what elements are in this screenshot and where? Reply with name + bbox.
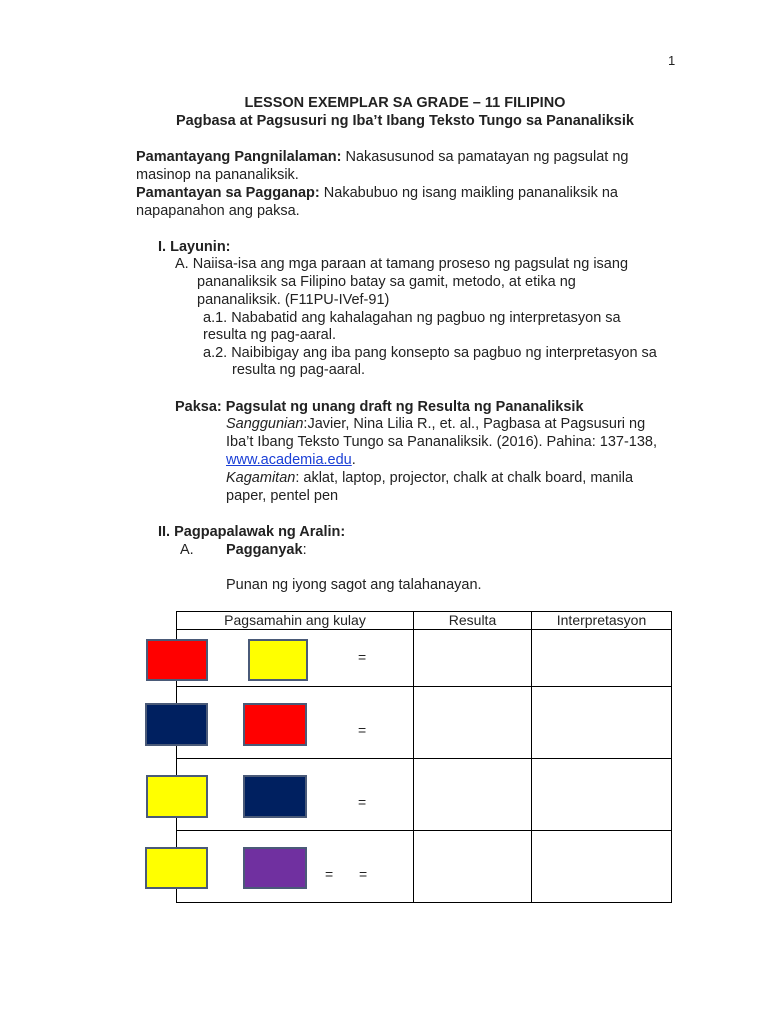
result-input-cell[interactable] (414, 831, 532, 903)
navy-color-swatch (243, 775, 307, 818)
objectives-heading: I. Layunin: (158, 239, 231, 255)
motivation-label: Pagganyak (226, 542, 303, 558)
objective-a-line3: pananaliksik. (F11PU-IVef-91) (197, 292, 390, 308)
content-standard-label: Pamantayang Pangnilalaman: (136, 149, 342, 165)
lesson-expansion-heading: II. Pagpapalawak ng Aralin: (158, 524, 346, 540)
materials-label: Kagamitan (226, 470, 296, 486)
content-standard (136, 148, 628, 166)
header-result: Resulta (414, 612, 532, 630)
reference-label: Sanggunian (226, 416, 304, 432)
equals-sign: = (359, 866, 368, 882)
motivation-marker: A. (180, 542, 194, 558)
reference-text: :Javier, Nina Lilia R., et. al., Pagbasa at Pagsusuri ng (303, 416, 646, 432)
objective-a-line2: pananaliksik sa Filipino batay sa gamit, metodo, at etika ng (197, 274, 576, 290)
reference-line2: Iba’t Ibang Teksto Tungo sa Pananaliksik. (2016). Pahina: 137-138, (226, 434, 657, 450)
interpretation-input-cell[interactable] (532, 687, 672, 759)
red-color-swatch (243, 703, 307, 746)
motivation-label-row (226, 541, 307, 559)
equals-sign: = (358, 722, 367, 738)
objective-a2-line1: a.2. Naibibigay ang iba pang konsepto sa pagbuo ng interpretasyon sa (203, 345, 657, 361)
equals-sign: = (325, 866, 334, 882)
page-number: 1 (668, 53, 676, 68)
content-standard-continued: masinop na pananaliksik. (136, 167, 299, 183)
objective-a-line1: A. Naiisa-isa ang mga paraan at tamang proseso ng pagsulat ng isang (175, 256, 629, 272)
result-input-cell[interactable] (414, 687, 532, 759)
interpretation-input-cell[interactable] (532, 831, 672, 903)
reference-line3 (226, 451, 356, 469)
materials-line2: paper, pentel pen (226, 488, 339, 504)
header-combine-colors: Pagsamahin ang kulay (177, 612, 414, 630)
table-header-row (177, 612, 672, 630)
document-subtitle: Pagbasa at Pagsusuri ng Iba’t Ibang Teksto Tungo sa Pananaliksik (176, 113, 634, 129)
objective-a1-line1: a.1. Nababatid ang kahalagahan ng pagbuo ng interpretasyon sa (203, 310, 621, 326)
yellow-color-swatch (248, 639, 308, 681)
result-input-cell[interactable] (414, 759, 532, 831)
yellow-color-swatch (145, 847, 208, 889)
motivation-colon: : (302, 542, 307, 558)
objective-a2-line2: resulta ng pag-aaral. (232, 362, 365, 378)
reference-line1 (226, 415, 645, 433)
table-instruction: Punan ng iyong sagot ang talahanayan. (226, 577, 482, 593)
document-title: LESSON EXEMPLAR SA GRADE – 11 FILIPINO (244, 95, 566, 111)
performance-standard (136, 184, 618, 202)
interpretation-input-cell[interactable] (532, 630, 672, 687)
reference-link[interactable]: www.academia.edu (226, 452, 352, 468)
objective-a1-line2: resulta ng pag-aaral. (203, 327, 336, 343)
red-color-swatch (146, 639, 208, 681)
header-interpretation: Interpretasyon (532, 612, 672, 630)
performance-standard-continued: napapanahon ang paksa. (136, 203, 300, 219)
topic-heading: Paksa: Pagsulat ng unang draft ng Resulta ng Pananaliksik (175, 399, 584, 415)
content-standard-text: Nakasusunod sa pamatayan ng pagsulat ng (341, 149, 629, 165)
navy-color-swatch (145, 703, 208, 746)
equals-sign: = (358, 649, 367, 665)
yellow-color-swatch (146, 775, 208, 818)
performance-standard-text: Nakabubuo ng isang maikling pananaliksik na (319, 185, 618, 201)
result-input-cell[interactable] (414, 630, 532, 687)
performance-standard-label: Pamantayan sa Pagganap: (136, 185, 320, 201)
interpretation-input-cell[interactable] (532, 759, 672, 831)
materials-text: : aklat, laptop, projector, chalk at chalk board, manila (295, 470, 634, 486)
materials-line1 (226, 469, 633, 487)
purple-color-swatch (243, 847, 307, 889)
equals-sign: = (358, 794, 367, 810)
reference-link-suffix: . (351, 452, 356, 468)
